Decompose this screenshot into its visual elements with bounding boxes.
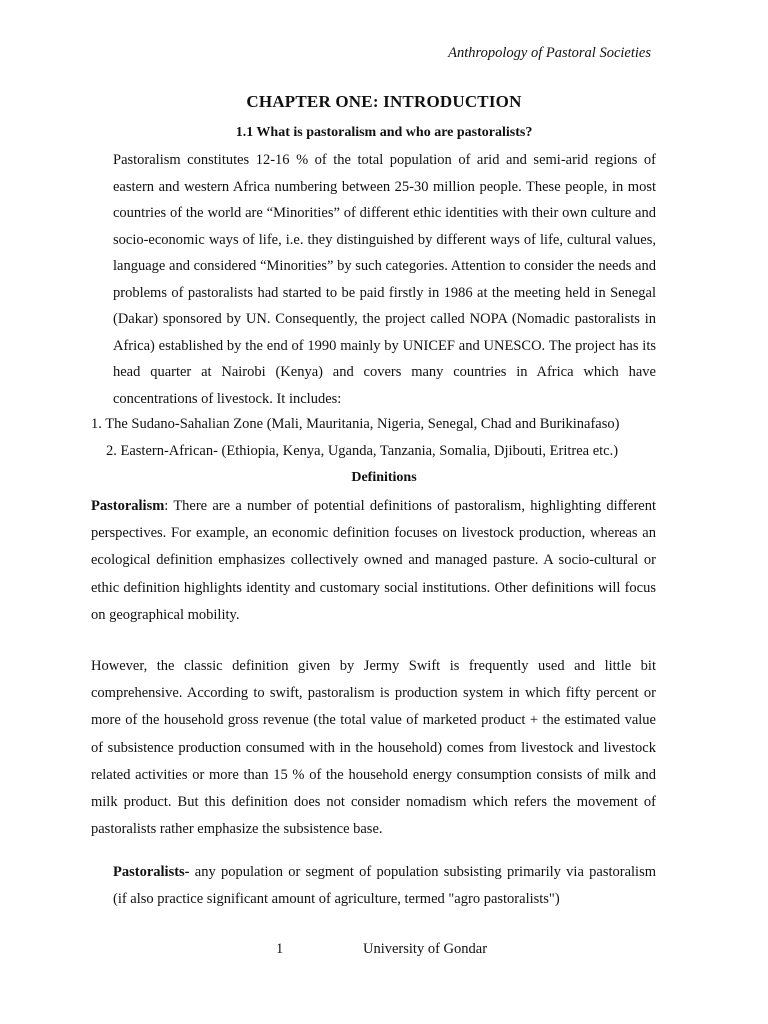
page-number: 1 [276, 941, 284, 957]
pastoralists-term: Pastoralists- [113, 864, 190, 880]
footer-institution: University of Gondar [363, 941, 488, 957]
swift-definition-paragraph: However, the classic definition given by Jermy Swift is frequently used and little bit comprehensive. According to swift, pastoralism is production system in which fifty percent or more of the household gross revenue (the total value of marketed product + the estimated value of subsistence production consumed with in the household) comes from livestock and livestock related activities or more than 15 % of the household energy consumption consists of milk and milk product. But this definition does not consider nomadism which refers the movement of pastoralists rather emphasize the subsistence base. [91, 658, 656, 838]
pastoralism-term: Pastoralism [91, 498, 165, 514]
list-item-sudano-sahalian: 1. The Sudano-Sahalian Zone (Mali, Mauritania, Nigeria, Senegal, Chad and Burikinafaso) [91, 416, 620, 432]
pastoralists-definition [113, 859, 656, 913]
list-item-eastern-african: 2. Eastern-African- (Ethiopia, Kenya, Uganda, Tanzania, Somalia, Djibouti, Eritrea etc.) [106, 443, 619, 459]
pastoralism-definition [91, 493, 656, 629]
pastoralism-definition-text: : There are a number of potential definitions of pastoralism, highlighting different perspectives. For example, an economic definition focuses on livestock production, whereas an ecological definition emphasizes collectively owned and managed pasture. A socio-cultural or ethic definition highlights identity and customary social institutions. Other definitions will focus on geographical mobility. [91, 498, 656, 623]
running-header: Anthropology of Pastoral Societies [448, 45, 651, 61]
pastoralists-definition-text: any population or segment of population subsisting primarily via pastoralism (if also practice significant amount of agriculture, termed "agro pastoralists") [113, 864, 656, 907]
intro-paragraph: Pastoralism constitutes 12-16 % of the total population of arid and semi-arid regions of eastern and western Africa numbering between 25-30 million people. These people, in most countries of the world are “Minorities” of different ethic identities with their own culture and socio-economic ways of life, i.e. they distinguished by different ways of life, cultural values, language and considered “Minorities” by such categories. Attention to consider the needs and problems of pastoralists had started to be paid firstly in 1986 at the meeting held in Senegal (Dakar) sponsored by UN. Consequently, the project called NOPA (Nomadic pastoralists in Africa) established by the end of 1990 mainly by UNICEF and UNESCO. The project has its head quarter at Nairobi (Kenya) and covers many countries in Africa which have concentrations of livestock. It includes: [113, 152, 656, 407]
definitions-heading: Definitions [351, 470, 417, 485]
section-title: 1.1 What is pastoralism and who are pastoralists? [235, 125, 533, 140]
chapter-title: CHAPTER ONE: INTRODUCTION [246, 92, 522, 111]
